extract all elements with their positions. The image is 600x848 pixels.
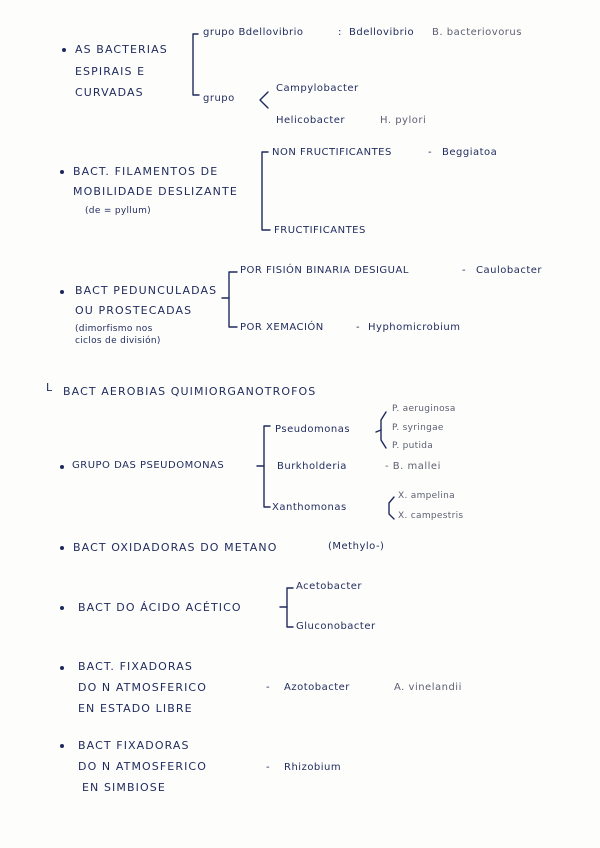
pedunculadas-line-4: ciclos de división): [75, 336, 161, 346]
h-pylori: H. pylori: [380, 115, 427, 126]
helicobacter: Helicobacter: [276, 115, 346, 126]
bullet-pedunculadas: [60, 290, 64, 294]
campylobacter: Campylobacter: [276, 83, 359, 94]
x-ampelina: X. ampelina: [398, 491, 455, 501]
pedunculadas-line-2: OU PROSTECADAS: [75, 304, 193, 317]
rhizobium: Rhizobium: [284, 762, 342, 773]
rhizobium-dash: -: [266, 762, 271, 773]
b-mallei: - B. mallei: [385, 461, 441, 472]
filamentos-line-1: BACT. FILAMENTOS DE: [73, 165, 219, 178]
fixadoras-libre-line-3: EN ESTADO LIBRE: [78, 702, 193, 715]
acido-acetico: BACT DO ÁCIDO ACÉTICO: [78, 601, 242, 614]
pedunculadas-line-3: (dimorfismo nos: [75, 324, 153, 334]
bullet-metano: [60, 546, 64, 550]
caulobacter: Caulobacter: [476, 265, 543, 276]
fision-dash: -: [462, 265, 467, 276]
fixadoras-simbiose-line-3: EN SIMBIOSE: [82, 781, 166, 794]
aerobias-title: BACT AEROBIAS QUIMIORGANOTROFOS: [63, 385, 317, 398]
non-fructificantes: NON FRUCTIFICANTES: [272, 147, 392, 158]
grupo-label: grupo: [203, 93, 235, 104]
x-campestris: X. campestris: [398, 511, 464, 521]
xemacion-dash: -: [356, 322, 361, 333]
bullet-espirais: [62, 48, 66, 52]
grupo-bdellovibrio: grupo Bdellovibrio: [203, 27, 304, 38]
fixadoras-simbiose-line-1: BACT FIXADORAS: [78, 739, 190, 752]
azotobacter-dash: -: [266, 682, 271, 693]
xemacion: POR XEMACIÓN: [240, 322, 324, 333]
colon: :: [338, 27, 342, 38]
oxidadoras-metano: BACT OXIDADORAS DO METANO: [73, 541, 278, 554]
filamentos-line-3: (de = pyllum): [85, 206, 151, 216]
fixadoras-libre-line-2: DO N ATMOSFERICO: [78, 681, 207, 694]
non-fruct-dash: -: [428, 147, 433, 158]
fixadoras-libre-line-1: BACT. FIXADORAS: [78, 660, 193, 673]
p-putida: P. putida: [392, 441, 434, 451]
p-aeruginosa: P. aeruginosa: [392, 404, 456, 414]
xanthomonas: Xanthomonas: [272, 502, 347, 513]
beggiatoa: Beggiatoa: [442, 147, 498, 158]
section-prefix: L: [46, 381, 54, 394]
filamentos-line-2: MOBILIDADE DESLIZANTE: [73, 185, 238, 198]
espirais-line-1: AS BACTERIAS: [75, 43, 168, 56]
gluconobacter: Gluconobacter: [296, 621, 376, 632]
azotobacter: Azotobacter: [284, 682, 350, 693]
bdellovibrio-genus: Bdellovibrio: [349, 27, 415, 38]
espirais-line-3: CURVADAS: [75, 86, 144, 99]
fixadoras-simbiose-line-2: DO N ATMOSFERICO: [78, 760, 207, 773]
bdellovibrio-species: B. bacteriovorus: [432, 27, 522, 38]
fructificantes: FRUCTIFICANTES: [274, 225, 366, 236]
a-vinelandii: A. vinelandii: [394, 682, 462, 693]
bullet-pseudomonas: [60, 465, 64, 469]
bullet-filamentos: [60, 170, 64, 174]
pedunculadas-line-1: BACT PEDUNCULADAS: [75, 284, 218, 297]
espirais-line-2: ESPIRAIS E: [75, 65, 146, 78]
p-syringae: P. syringae: [392, 423, 444, 433]
grupo-pseudomonas: GRUPO DAS PSEUDOMONAS: [72, 460, 225, 471]
hyphomicrobium: Hyphomicrobium: [368, 322, 461, 333]
pseudomonas: Pseudomonas: [275, 424, 351, 435]
fision-binaria: POR FISIÓN BINARIA DESIGUAL: [240, 265, 409, 276]
burkholderia: Burkholderia: [277, 461, 347, 472]
acetobacter: Acetobacter: [296, 581, 363, 592]
methylo: (Methylo-): [328, 541, 385, 552]
bullet-fixadoras-simbiose: [60, 744, 64, 748]
bullet-fixadoras-libre: [60, 666, 64, 670]
bullet-acetico: [60, 606, 64, 610]
